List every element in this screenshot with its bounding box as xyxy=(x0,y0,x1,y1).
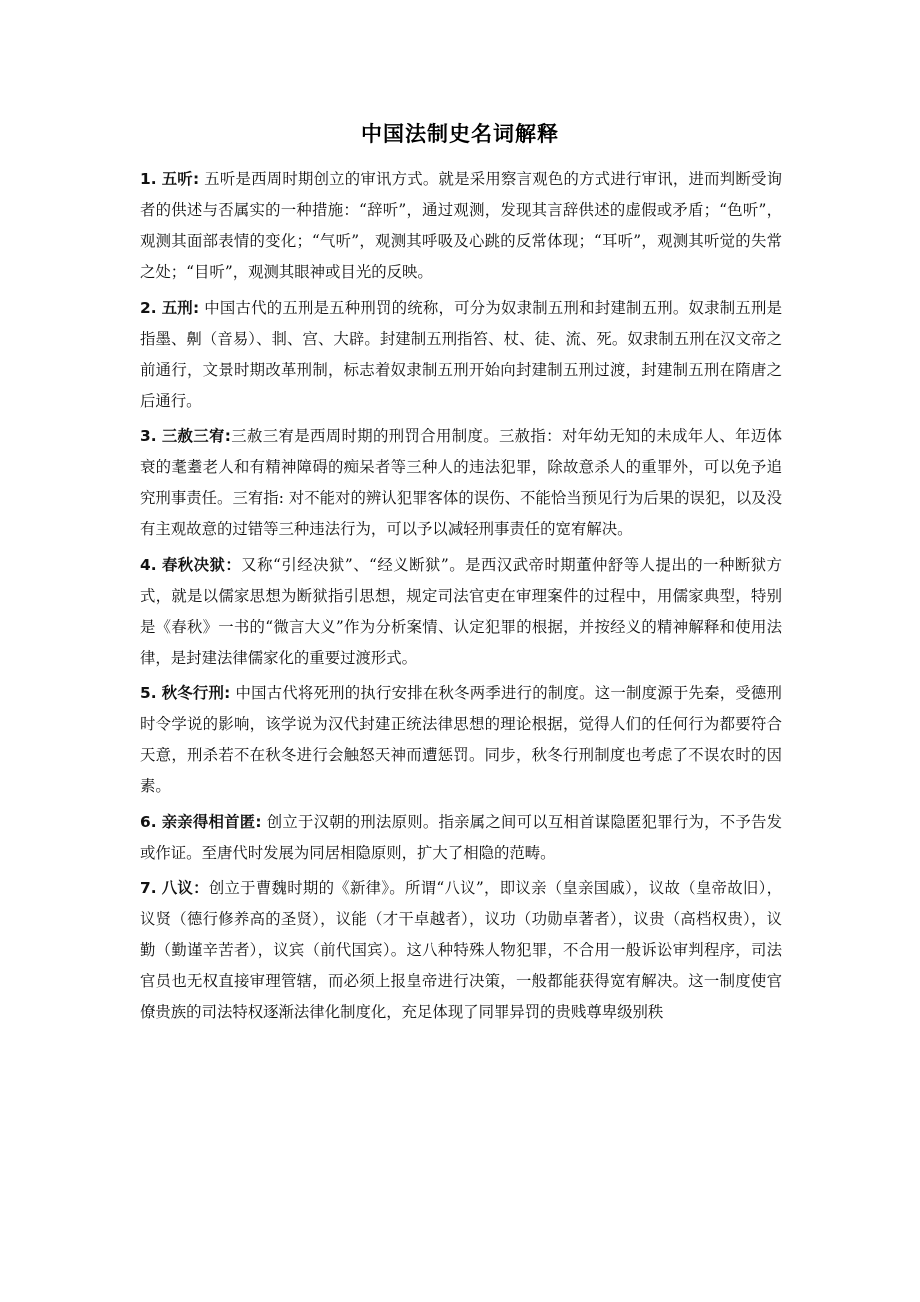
entry-separator: : xyxy=(224,684,231,702)
glossary-entry-wuxing xyxy=(140,293,782,417)
entry-definition: 三赦三宥是西周时期的刑罚合用制度。三赦指：对年幼无知的未成年人、年迈体衰的耄耋老人和有精神障碍的痴呆者等三种人的违法犯罪，除故意杀人的重罪外，可以免予追究刑事责任。三宥指: 对不能对的辨认犯罪客体的误伤、不能恰当预见行为后果的误犯，以及没有主观故意的过错等三种违法行为，可以予以减轻刑事责任的宽宥解决。 xyxy=(140,427,782,538)
entry-separator: : xyxy=(192,298,200,317)
entry-definition: 中国古代的五刑是五种刑罚的统称，可分为奴隶制五刑和封建制五刑。奴隶制五刑是指墨、劓（音易）、剕、宫、大辟。封建制五刑指笞、杖、徒、流、死。奴隶制五刑在汉文帝之前通行，文景时期改革刑制，标志着奴隶制五刑开始向封建制五刑过渡，封建制五刑在隋唐之后通行。 xyxy=(140,298,782,410)
entry-term: 五刑 xyxy=(161,298,193,317)
entry-number: 1. xyxy=(140,170,157,188)
entry-number: 7. xyxy=(140,879,157,897)
entry-number: 5. xyxy=(140,684,157,702)
glossary-entry-sanshe-sanyou xyxy=(140,421,782,545)
entry-number: 6. xyxy=(140,812,157,831)
entry-separator: : xyxy=(192,170,200,188)
entry-definition: 又称“引经决狱”、“经义断狱”。是西汉武帝时期董仲舒等人提出的一种断狱方式，就是以儒家思想为断狱指引思想，规定司法官吏在审理案件的过程中，用儒家典型，特别是《春秋》一书的“微言大义”作为分析案情、认定犯罪的根据，并按经义的精神解释和使用法律，是封建法律儒家化的重要过渡形式。 xyxy=(140,555,782,667)
entry-definition: 创立于汉朝的刑法原则。指亲属之间可以互相首谋隐匿犯罪行为，不予告发或作证。至唐代时发展为同居相隐原则，扩大了相隐的范畴。 xyxy=(140,812,782,862)
entry-definition: 创立于曹魏时期的《新律》。所谓“八议”，即议亲（皇亲国戚），议故（皇帝故旧），议贤（德行修养高的圣贤），议能（才干卓越者），议功（功勋卓著者），议贵（高档权贵），议勤（勤谨辛苦者），议宾（前代国宾）。这八种特殊人物犯罪，不合用一般诉讼审判程序，司法官员也无权直接审理管辖，而必须上报皇帝进行决策，一般都能获得宽宥解决。这一制度使官僚贵族的司法特权逐渐法律化制度化，充足体现了同罪异罚的贵贱尊卑级别秩 xyxy=(140,879,782,1021)
entry-definition: 五听是西周时期创立的审讯方式。就是采用察言观色的方式进行审讯，进而判断受询者的供述与否属实的一种措施：“辞听”，通过观测，发现其言辞供述的虚假或矛盾；“色听”，观测其面部表情的变化；“气听”，观测其呼吸及心跳的反常体现；“耳听”，观测其听觉的失常之处；“目听”，观测其眼神或目光的反映。 xyxy=(140,170,782,281)
entry-term: 八议 xyxy=(161,879,194,897)
entry-separator: : xyxy=(224,427,231,445)
entry-number: 4. xyxy=(140,555,157,574)
entry-number: 2. xyxy=(140,298,157,317)
glossary-entry-qinqin-xiangshouni xyxy=(140,807,782,869)
glossary-entry-chunqiu-jueyu xyxy=(140,550,782,674)
entry-definition: 中国古代将死刑的执行安排在秋冬两季进行的制度。这一制度源于先秦，受德刑时令学说的影响，该学说为汉代封建正统法律思想的理论根据，觉得人们的任何行为都要符合天意，刑杀若不在秋冬进行会触怒天神而遭惩罚。同步，秋冬行刑制度也考虑了不误农时的因素。 xyxy=(140,684,782,795)
entry-separator: ： xyxy=(193,879,209,897)
entry-number: 3. xyxy=(140,427,157,445)
entry-term: 亲亲得相首匿 xyxy=(161,812,256,831)
glossary-entry-wuting xyxy=(140,164,782,288)
entry-term: 三赦三宥 xyxy=(161,427,225,445)
document-title: 中国法制史名词解释 xyxy=(361,122,559,146)
glossary-body xyxy=(140,164,782,1033)
glossary-entry-qiudong-xingxing xyxy=(140,678,782,802)
entry-term: 秋冬行刑 xyxy=(161,684,225,702)
entry-term: 春秋决狱 xyxy=(161,555,226,574)
entry-term: 五听 xyxy=(161,170,193,188)
entry-separator: ： xyxy=(225,555,242,574)
entry-separator: : xyxy=(255,812,262,831)
glossary-entry-bayi xyxy=(140,873,782,1028)
